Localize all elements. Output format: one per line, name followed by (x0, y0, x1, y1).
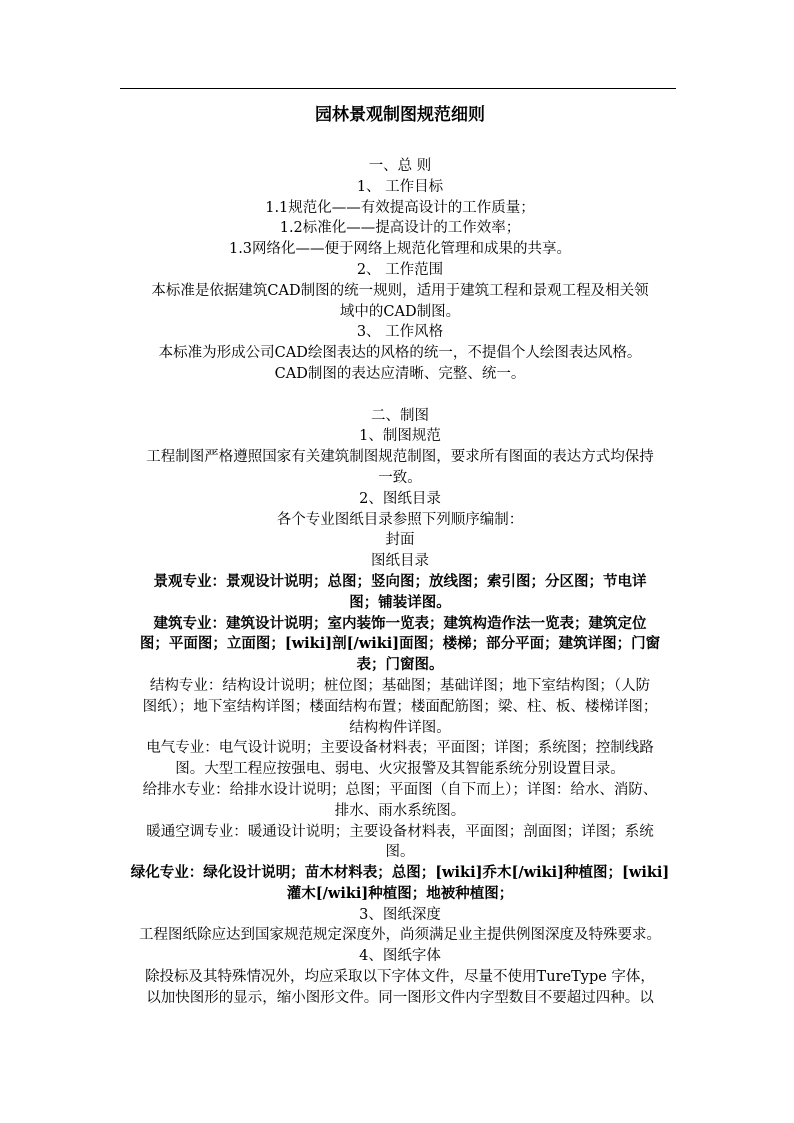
scope-line: 本标准是依据建筑CAD制图的统一规则，适用于建筑工程和景观工程及相关领 (151, 282, 649, 299)
section-heading-drawing: 二、制图 (371, 407, 429, 424)
hvac-discipline-line: 暖通空调专业：暖通设计说明；主要设备材料表，平面图；剖面图；详图；系统 (146, 823, 654, 840)
document-title: 园林景观制图规范细则 (315, 105, 485, 125)
catalog-cover: 封面 (385, 532, 415, 549)
structure-discipline-line: 结构构件详图。 (349, 719, 451, 736)
subsection-heading-depth: 3、图纸深度 (359, 906, 441, 923)
landscape-discipline-line: 图；铺装详图。 (349, 593, 451, 611)
architecture-discipline-line: 表；门窗图。 (356, 656, 444, 674)
goal-line: 1.1规范化——有效提高设计的工作质量； (265, 199, 535, 216)
hvac-discipline-line: 图。 (385, 844, 415, 861)
structure-discipline-line: 结构专业：结构设计说明；桩位图；基础图；基础详图；地下室结构图；（人防 (149, 677, 651, 694)
section-heading-general: 一、总 则 (368, 158, 432, 174)
subsection-heading-standard: 1、制图规范 (359, 428, 441, 445)
catalog-intro: 各个专业图纸目录参照下列顺序编制： (276, 511, 524, 528)
standard-line: 一致。 (378, 469, 422, 486)
fonts-line: 以加快图形的显示，缩小图形文件。同一图形文件内字型数目不要超过四种。以 (146, 989, 654, 1006)
greening-discipline-line: 灌木[/wiki]种植图；地被种植图； (286, 884, 514, 902)
structure-discipline-line: 图纸）；地下室结构详图；楼面结构布置；楼面配筋图；梁、柱、板、楼梯详图； (142, 698, 658, 715)
electrical-discipline-line: 图。大型工程应按强电、弱电、火灾报警及其智能系统分别设置目录。 (175, 761, 625, 778)
fonts-line: 除投标及其特殊情况外，均应采取以下字体文件，尽量不使用TureType 字体， (145, 969, 655, 986)
greening-discipline-line: 绿化专业：绿化设计说明；苗木材料表；总图；[wiki]乔木[/wiki]种植图；[wiki] (130, 864, 670, 882)
architecture-discipline-line: 建筑专业：建筑设计说明；室内装饰一览表；建筑构造作法一览表；建筑定位 (153, 614, 647, 632)
catalog-toc: 图纸目录 (371, 553, 429, 570)
plumbing-discipline-line: 排水、雨水系统图。 (334, 802, 466, 819)
landscape-discipline-line: 景观专业：景观设计说明；总图；竖向图；放线图；索引图；分区图；节电详 (153, 572, 647, 590)
depth-line: 工程图纸除应达到国家规范规定深度外，尚须满足业主提供例图深度及特殊要求。 (139, 927, 661, 944)
blank-line (120, 385, 680, 406)
electrical-discipline-line: 电气专业：电气设计说明；主要设备材料表；平面图；详图；系统图；控制线路 (146, 740, 654, 757)
goal-line: 1.3网络化——便于网络上规范化管理和成果的共享。 (228, 241, 572, 258)
standard-line: 工程制图严格遵照国家有关建筑制图规范制图，要求所有图面的表达方式均保持 (146, 449, 654, 466)
scope-line: 域中的CAD制图。 (339, 303, 461, 320)
subsection-heading-goal: 1、 工作目标 (356, 178, 444, 195)
document-page (120, 104, 680, 1009)
subsection-heading-catalog: 2、图纸目录 (359, 490, 441, 507)
goal-line: 1.2标准化——提高设计的工作效率； (279, 220, 521, 237)
architecture-discipline-line: 图；平面图；立面图；[wiki]剖[/wiki]面图；楼梯；部分平面；建筑详图；门窗 (139, 635, 661, 653)
subsection-heading-style: 3、 工作风格 (356, 324, 444, 341)
style-line: 本标准为形成公司CAD绘图表达的风格的统一，不提倡个人绘图表达风格。 (158, 345, 642, 362)
subsection-heading-scope: 2、 工作范围 (356, 261, 444, 278)
header-rule (120, 88, 676, 89)
plumbing-discipline-line: 给排水专业：给排水设计说明；总图；平面图（自下而上）；详图：给水、消防、 (142, 781, 658, 798)
subsection-heading-fonts: 4、图纸字体 (359, 948, 441, 965)
style-line: CAD制图的表达应清晰、完整、统一。 (274, 365, 526, 382)
